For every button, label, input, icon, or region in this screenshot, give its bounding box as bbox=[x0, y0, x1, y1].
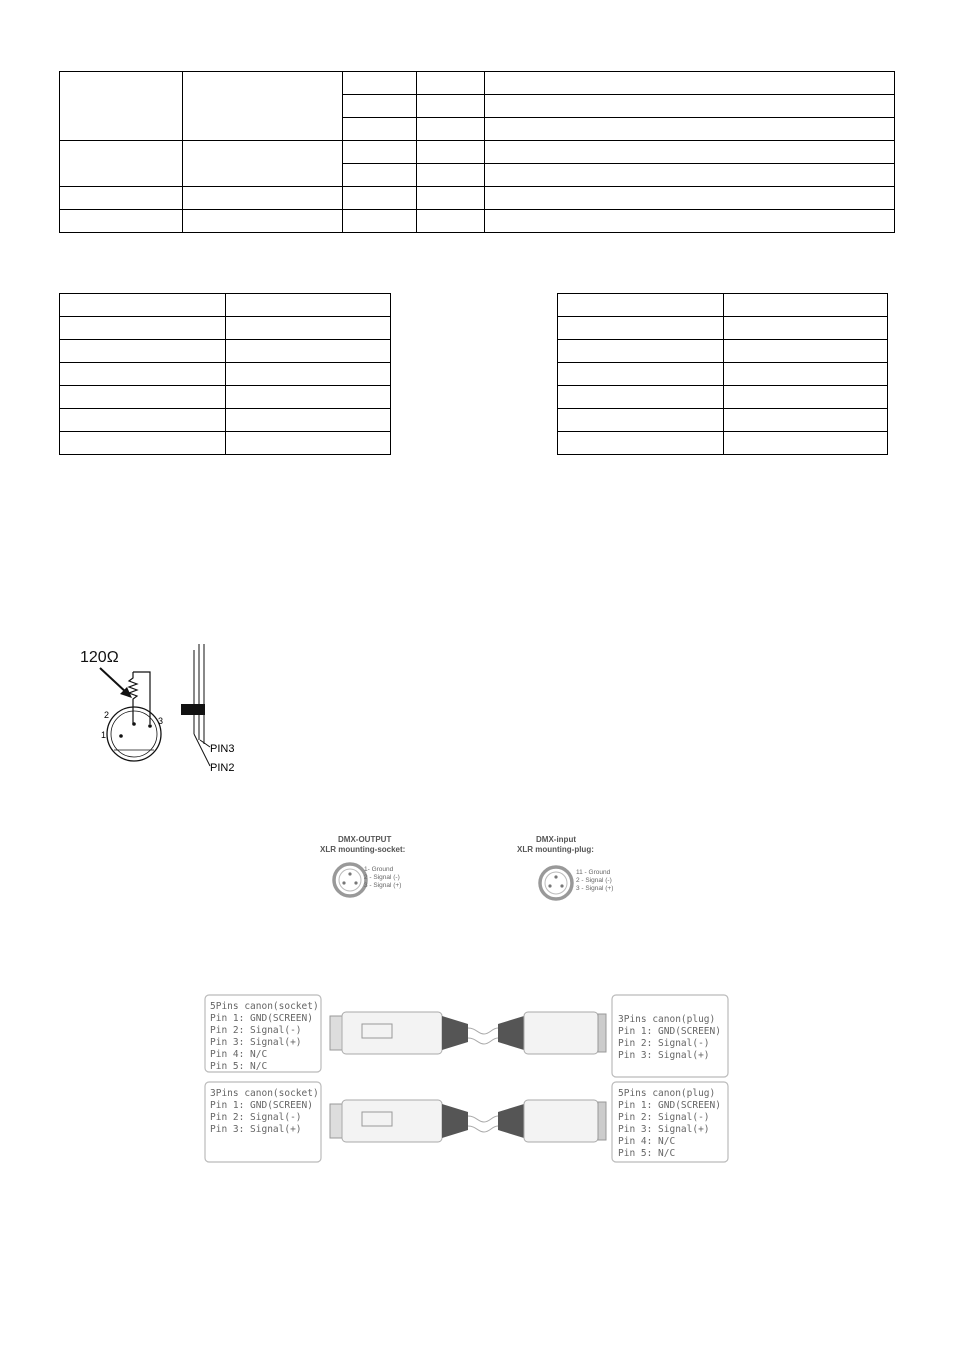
label-line: Pin 3: Signal(+) bbox=[210, 1124, 302, 1135]
table-row bbox=[558, 409, 888, 432]
table-row bbox=[60, 72, 895, 95]
resistor-wire bbox=[133, 672, 150, 724]
pin-dot bbox=[148, 724, 152, 728]
cable-1 bbox=[205, 995, 728, 1077]
label-line: Pin 2: Signal(-) bbox=[618, 1112, 710, 1123]
connector-face-icon bbox=[330, 1104, 342, 1138]
table-row bbox=[60, 340, 391, 363]
label-line: 3Pins canon(plug) bbox=[618, 1014, 716, 1025]
dmx-output-subtitle: XLR mounting-socket: bbox=[320, 845, 406, 854]
strain-relief-icon bbox=[498, 1104, 524, 1138]
pin3-label: PIN3 bbox=[210, 743, 235, 755]
pin-label: 3 - Signal (+) bbox=[576, 885, 614, 892]
dmx-output-title: DMX-OUTPUT bbox=[338, 835, 392, 844]
dmx-terminator-diagram bbox=[70, 640, 260, 780]
table-row bbox=[60, 294, 391, 317]
settings-table-right bbox=[557, 293, 888, 455]
pin2-label: PIN2 bbox=[210, 762, 235, 774]
dmx-output-socket-diagram bbox=[320, 832, 460, 908]
resistor-label: 120Ω bbox=[80, 649, 119, 666]
pin-label: 2 - Signal (-) bbox=[576, 877, 612, 884]
table-row bbox=[558, 317, 888, 340]
strain-relief-icon bbox=[498, 1016, 524, 1050]
connector-face-icon bbox=[598, 1014, 606, 1052]
table-row bbox=[558, 386, 888, 409]
settings-table-left bbox=[59, 293, 391, 455]
table-row bbox=[558, 432, 888, 455]
dmx-input-subtitle: XLR mounting-plug: bbox=[517, 845, 594, 854]
cable-wire bbox=[468, 1028, 498, 1044]
label-line: Pin 2: Signal(-) bbox=[210, 1112, 302, 1123]
table-row bbox=[60, 210, 895, 233]
dmx-input-title: DMX-input bbox=[536, 835, 576, 844]
label-line: Pin 1: GND(SCREEN) bbox=[210, 1100, 313, 1111]
strain-relief-icon bbox=[442, 1104, 468, 1138]
connector-body-icon bbox=[524, 1100, 598, 1142]
table-row bbox=[60, 409, 391, 432]
pin-3-label: 3 bbox=[158, 716, 164, 726]
label-line: Pin 2: Signal(-) bbox=[210, 1025, 302, 1036]
connector-face-icon bbox=[598, 1102, 606, 1140]
table-row bbox=[60, 317, 391, 340]
table-row bbox=[558, 340, 888, 363]
label-line: Pin 3: Signal(+) bbox=[618, 1050, 710, 1061]
connector-face-icon bbox=[330, 1016, 342, 1050]
pin-label: 11 - Ground bbox=[576, 869, 611, 876]
table-row bbox=[60, 363, 391, 386]
arrow-line bbox=[100, 668, 128, 694]
xlr-connector-icon bbox=[107, 707, 164, 761]
table-row bbox=[60, 386, 391, 409]
table-row bbox=[558, 363, 888, 386]
channel-table bbox=[59, 71, 895, 233]
pin-1-label: 1 bbox=[101, 730, 107, 740]
pin-2-label: 2 bbox=[104, 710, 110, 720]
label-line: Pin 2: Signal(-) bbox=[618, 1038, 710, 1049]
cable-2 bbox=[205, 1082, 728, 1162]
label-line: Pin 1: GND(SCREEN) bbox=[618, 1100, 721, 1111]
table-row bbox=[60, 141, 895, 164]
label-line: Pin 3: Signal(+) bbox=[618, 1124, 710, 1135]
pin-label: 3 - Signal (+) bbox=[364, 882, 402, 889]
pin-label: 1- Ground bbox=[364, 866, 394, 873]
connector-body-icon bbox=[524, 1012, 598, 1054]
table-row bbox=[60, 187, 895, 210]
label-line: Pin 5: N/C bbox=[210, 1061, 268, 1072]
pin-dot bbox=[132, 722, 136, 726]
table-row bbox=[558, 294, 888, 317]
pin-dot bbox=[119, 734, 123, 738]
label-line: Pin 4: N/C bbox=[618, 1136, 676, 1147]
dmx-input-plug-diagram bbox=[510, 832, 650, 908]
resistor-icon bbox=[129, 672, 137, 724]
label-line: Pin 5: N/C bbox=[618, 1148, 676, 1159]
label-line: 5Pins canon(plug) bbox=[618, 1088, 716, 1099]
strain-relief-icon bbox=[442, 1016, 468, 1050]
label-line: Pin 1: GND(SCREEN) bbox=[618, 1026, 721, 1037]
label-line: Pin 4: N/C bbox=[210, 1049, 268, 1060]
cable-wire bbox=[468, 1116, 498, 1132]
label-line: 3Pins canon(socket) bbox=[210, 1088, 319, 1099]
label-line: Pin 1: GND(SCREEN) bbox=[210, 1013, 313, 1024]
label-line: Pin 3: Signal(+) bbox=[210, 1037, 302, 1048]
cable-adapter-diagram bbox=[200, 990, 734, 1166]
label-line: 5Pins canon(socket) bbox=[210, 1001, 319, 1012]
pin-label: 2 - Signal (-) bbox=[364, 874, 400, 881]
heatshrink-sleeve bbox=[181, 704, 205, 715]
table-row bbox=[60, 432, 391, 455]
